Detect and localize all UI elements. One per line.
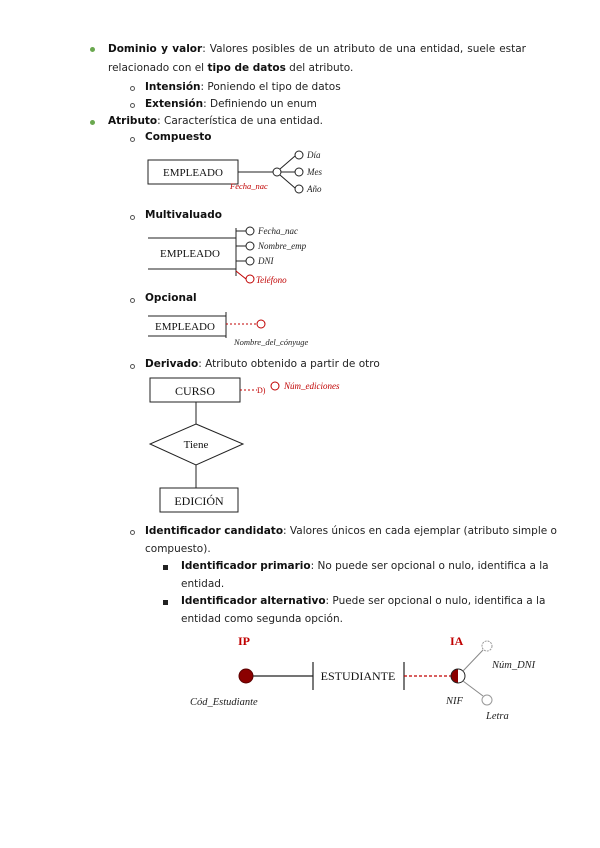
sub-attr-circle-1: [482, 641, 492, 651]
alt-attr-circle-fill: [451, 669, 458, 683]
derivado-line: [145, 357, 380, 371]
derivado-text: : Atributo obtenido a partir de otro: [198, 358, 380, 370]
bullet-intension: [130, 86, 135, 91]
atributo-text: : Característica de una entidad.: [157, 115, 323, 127]
derivado-entity1-label: CURSO: [174, 384, 216, 398]
compuesto-entity-label: EMPLEADO: [163, 167, 223, 179]
alternativo-line-2: entidad como segunda opción.: [181, 613, 343, 625]
candidato-line-1: [145, 524, 557, 538]
multivaluado-attr-1: Fecha_nac: [258, 226, 298, 236]
derivado-relationship-label: Tiene: [183, 439, 209, 451]
candidato-term: Identificador candidato: [145, 525, 284, 537]
candidato-line-2: compuesto).: [145, 543, 211, 555]
alternativo-line-1: [181, 594, 546, 608]
sub-attr-letra: Letra: [486, 711, 509, 722]
primary-attr-cod: Cód_Estudiante: [190, 697, 258, 708]
opcional-term: Opcional: [145, 292, 197, 304]
multivaluado-attr-4: Teléfono: [256, 275, 287, 285]
compuesto-part-circle-3: [295, 185, 303, 193]
label-ip: IP: [238, 634, 250, 648]
alternativo-text-1: : Puede ser opcional o nulo, identifica a la: [325, 595, 546, 607]
primary-attr-circle: [239, 669, 253, 683]
intension-text: : Poniendo el tipo de datos: [200, 81, 341, 93]
bullet-opcional: [130, 298, 135, 303]
atributo-term: Atributo: [108, 115, 158, 127]
derivado-attr-label: Núm_ediciones: [284, 381, 340, 391]
bullet-primario: [163, 565, 168, 570]
bullet-derivado: [130, 364, 135, 369]
compuesto-part-1: Día: [307, 150, 321, 160]
opcional-attr-circle: [257, 320, 265, 328]
derivado-marker: D): [257, 386, 266, 395]
bullet-alternativo: [163, 600, 168, 605]
derivado-entity2-label: EDICIÓN: [174, 494, 224, 508]
label-ia: IA: [450, 634, 464, 648]
sub-attr-circle-2: [482, 695, 492, 705]
extension-text: : Definiendo un enum: [203, 98, 317, 110]
diagram-opcional: [140, 308, 340, 350]
multivaluado-attr-circle-3: [246, 257, 254, 265]
compuesto-part-circle-1: [295, 151, 303, 159]
compuesto-part-3: Año: [307, 184, 322, 194]
dominio-text-2b: del atributo.: [285, 62, 354, 74]
bullet-extension: [130, 103, 135, 108]
compuesto-term: Compuesto: [145, 131, 212, 143]
sub-attr-num-dni: Núm_DNI: [492, 660, 536, 671]
intension-term: Intensión: [145, 81, 201, 93]
entity-estudiante: ESTUDIANTE: [320, 669, 396, 683]
extension-line: [145, 97, 317, 111]
opcional-attr-label: Nombre_del_cónyuge: [234, 337, 309, 347]
alternativo-term: Identificador alternativo: [181, 595, 326, 607]
primario-text-1: : No puede ser opcional o nulo, identifica a la: [310, 560, 549, 572]
intension-line: [145, 80, 341, 94]
multivaluado-attr-circle-4: [246, 275, 254, 283]
dominio-text-1: : Valores posibles de un atributo de una entidad, suele estar: [202, 43, 526, 55]
bullet-multivaluado: [130, 215, 135, 220]
alt-attr-nif: NIF: [446, 696, 463, 707]
opcional-entity-label: EMPLEADO: [155, 321, 215, 333]
dominio-text-2a: relacionado con el: [108, 62, 208, 74]
derivado-term: Derivado: [145, 358, 199, 370]
diagram-compuesto: [140, 146, 340, 198]
compuesto-attr-label: Fecha_nac: [230, 181, 268, 191]
derivado-attr-circle: [271, 382, 279, 390]
compuesto-attr-circle: [273, 168, 281, 176]
multivaluado-term: Multivaluado: [145, 209, 222, 221]
multivaluado-attr-3: DNI: [258, 256, 274, 266]
bullet-dominio: [90, 47, 95, 52]
compuesto-part-2: Mes: [307, 167, 322, 177]
dominio-line-1: [108, 42, 526, 56]
extension-term: Extensión: [145, 98, 204, 110]
primario-line-2: entidad.: [181, 578, 225, 590]
bullet-atributo: [90, 120, 95, 125]
diagram-identificador: [180, 628, 550, 724]
multivaluado-attr-circle-1: [246, 227, 254, 235]
primario-term: Identificador primario: [181, 560, 311, 572]
multivaluado-entity-label: EMPLEADO: [160, 248, 220, 260]
diagram-multivaluado: [140, 224, 340, 288]
compuesto-part-circle-2: [295, 168, 303, 176]
primario-line-1: [181, 559, 549, 573]
multivaluado-attr-circle-2: [246, 242, 254, 250]
bullet-candidato: [130, 530, 135, 535]
atributo-line: [108, 114, 323, 128]
dominio-term: Dominio y valor: [108, 43, 203, 55]
multivaluado-attr-2: Nombre_emp: [258, 241, 307, 251]
bullet-compuesto: [130, 137, 135, 142]
candidato-text-1: : Valores únicos en cada ejemplar (atributo simple o: [283, 525, 557, 537]
diagram-derivado: [140, 372, 370, 520]
dominio-line-2: [108, 61, 353, 75]
tipo-datos-term: tipo de datos: [207, 62, 286, 74]
